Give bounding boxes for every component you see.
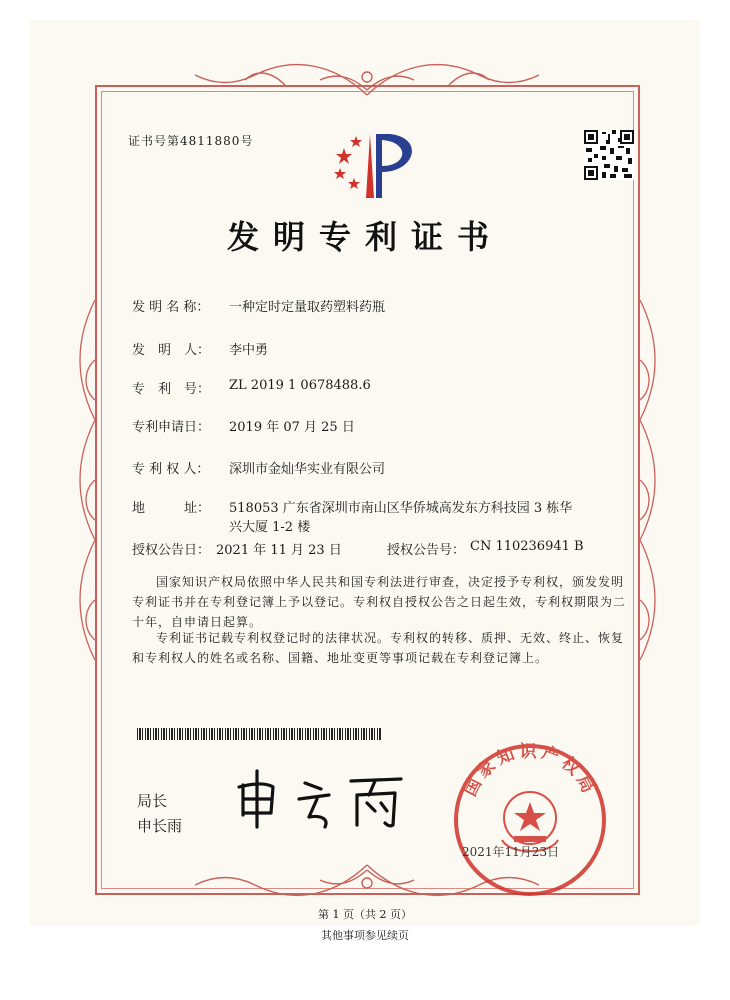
seal-text: 国家知识产权局 (460, 741, 600, 800)
svg-text:国家知识产权局 (460, 742, 599, 800)
grant-date-label: 授权公告日： (132, 543, 211, 558)
inventor-label: 发 明 人： (132, 343, 211, 358)
director-name: 申长雨 (137, 817, 183, 835)
official-seal (450, 740, 610, 900)
continuation-note: 其他事项参见续页 (321, 929, 409, 942)
grant-date-value: 2021 年 11 月 23 日 (216, 543, 342, 558)
address-label: 地 址： (132, 501, 211, 516)
page-number: 第 1 页（共 2 页） (318, 908, 412, 921)
handwritten-signature (225, 765, 415, 835)
barcode (137, 728, 382, 740)
statement-paragraph-1: 国家知识产权局依照中华人民共和国专利法进行审查，决定授予专利权，颁发发明专利证书并在专利登记簿上予以登记。专利权自授权公告之日起生效，专利权期限为二十年，自申请日起算。 (132, 575, 627, 629)
patent-number-label: 专 利 号： (132, 382, 211, 397)
certificate-title: 发明专利证书 (226, 218, 503, 256)
grant-number-label: 授权公告号： (387, 543, 466, 558)
invention-name-value: 一种定时定量取药塑料药瓶 (229, 300, 386, 315)
qr-code (584, 130, 634, 180)
patent-number-value: ZL 2019 1 0678488.6 (229, 378, 371, 393)
address-value-line1: 518053 广东省深圳市南山区华侨城高发东方科技园 3 栋华 (229, 501, 573, 516)
address-value-line2: 兴大厦 1-2 楼 (229, 520, 311, 535)
seal-date: 2021年11月23日 (462, 845, 560, 859)
patentee-label: 专 利 权 人： (132, 462, 210, 477)
left-ornament (65, 300, 105, 700)
grant-number-value: CN 110236941 B (470, 539, 584, 554)
director-title: 局长 (137, 792, 168, 810)
statement-paragraph-2: 专利证书记载专利权登记时的法律状况。专利权的转移、质押、无效、终止、恢复和专利权人的姓名或名称、国籍、地址变更等事项记载在专利登记簿上。 (132, 631, 625, 665)
inventor-value: 李中勇 (229, 343, 269, 358)
right-ornament (630, 300, 670, 700)
filing-date-value: 2019 年 07 月 25 日 (229, 420, 355, 435)
certificate-number: 证书号第4811880号 (128, 134, 254, 148)
patentee-value: 深圳市金灿华实业有限公司 (229, 462, 386, 477)
cnipa-logo (330, 128, 420, 203)
filing-date-label: 专利申请日： (132, 420, 211, 435)
invention-name-label: 发 明 名 称： (132, 300, 210, 315)
top-ornament (95, 55, 640, 100)
